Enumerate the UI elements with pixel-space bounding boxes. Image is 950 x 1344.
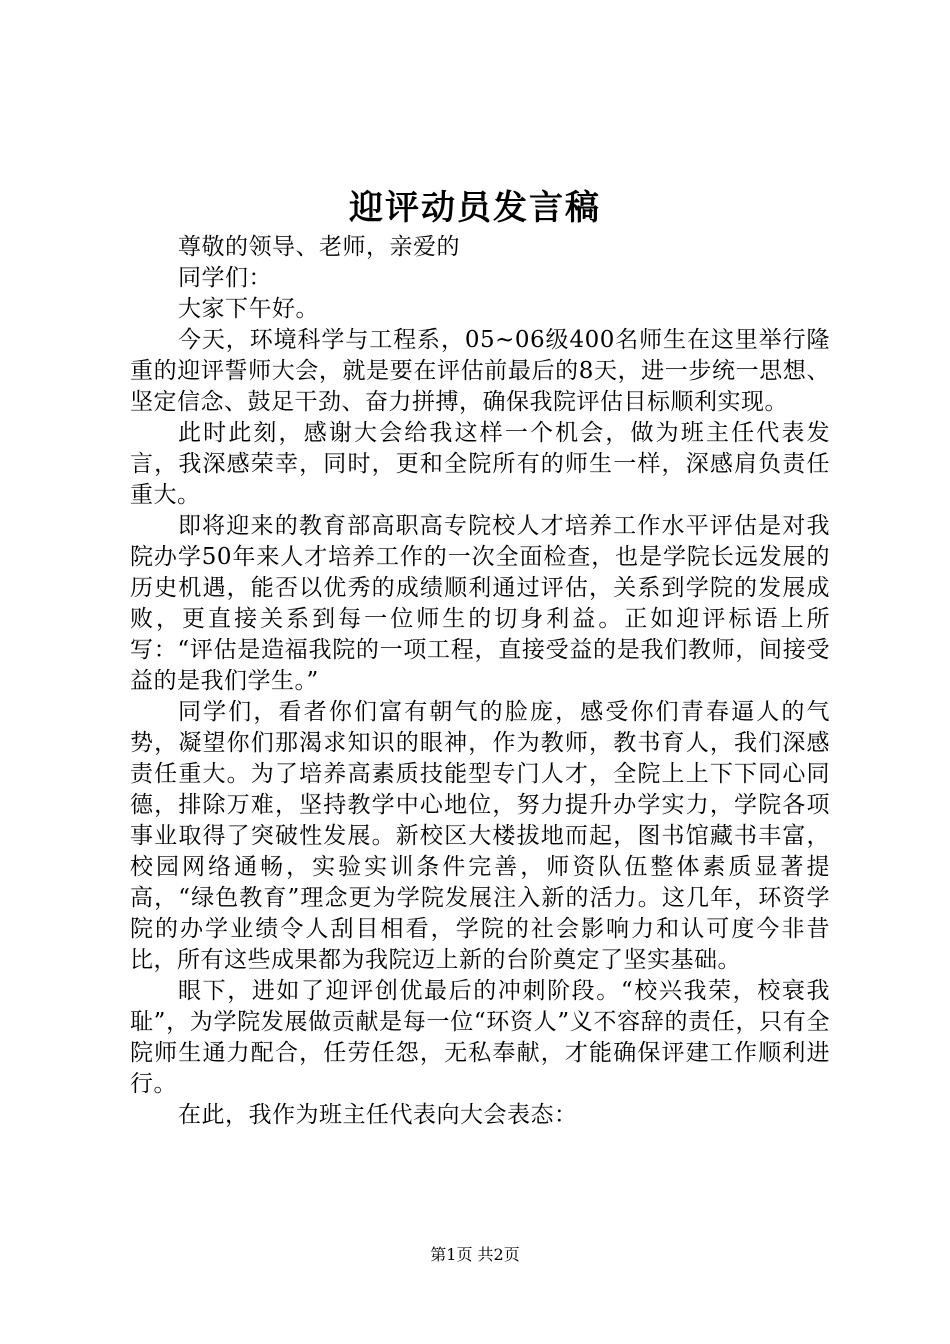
body-paragraph: 即将迎来的教育部高职高专院校人才培养工作水平评估是对我院办学50年来人才培养工作的一次全面检查，也是学院长远发展的历史机遇，能否以优秀的成绩顺利通过评估，关系到学院的发展成败，更直接关系到每一位师生的切身利益。正如迎评标语上所写：“评估是造福我院的一项工程，直接受益的是我们教师，间接受益的是我们学生。” <box>130 513 830 694</box>
document-body <box>130 232 830 1131</box>
page-number-footer: 第1页 共2页 <box>430 1245 520 1264</box>
body-paragraph: 在此，我作为班主任代表向大会表态： <box>178 1102 578 1128</box>
greeting-paragraph: 大家下午好。 <box>178 296 319 322</box>
salutation-line: 同学们： <box>178 265 272 291</box>
salutation-line: 尊敬的领导、老师，亲爱的 <box>178 234 460 260</box>
document-title: 迎评动员发言稿 <box>349 188 601 228</box>
body-paragraph: 眼下，进如了迎评创优最后的冲刺阶段。“校兴我荣，校衰我耻”，为学院发展做贡献是每一位“环资人”义不容辞的责任，只有全院师生通力配合，任劳任怨，无私奉献，才能确保评建工作顺利进行。 <box>130 978 830 1097</box>
body-paragraph: 同学们，看者你们富有朝气的脸庞，感受你们青春逼人的气势，凝望你们那渴求知识的眼神，作为教师，教书育人，我们深感责任重大。为了培养高素质技能型专门人才，全院上上下下同心同德，排除万难，坚持教学中心地位，努力提升办学实力，学院各项事业取得了突破性发展。新校区大楼拔地而起，图书馆藏书丰富，校园网络通畅，实验实训条件完善，师资队伍整体素质显著提高，“绿色教育”理念更为学院发展注入新的活力。这几年，环资学院的办学业绩令人刮目相看，学院的社会影响力和认可度今非昔比，所有这些成果都为我院迈上新的台阶奠定了坚实基础。 <box>130 699 830 973</box>
body-paragraph: 此时此刻，感谢大会给我这样一个机会，做为班主任代表发言，我深感荣幸，同时，更和全院所有的师生一样，深感肩负责任重大。 <box>130 420 830 508</box>
body-paragraph: 今天，环境科学与工程系，05~06级400名师生在这里举行隆重的迎评誓师大会，就是要在评估前最后的8天，进一步统一思想、坚定信念、鼓足干劲、奋力拼搏，确保我院评估目标顺利实现。 <box>130 327 830 415</box>
